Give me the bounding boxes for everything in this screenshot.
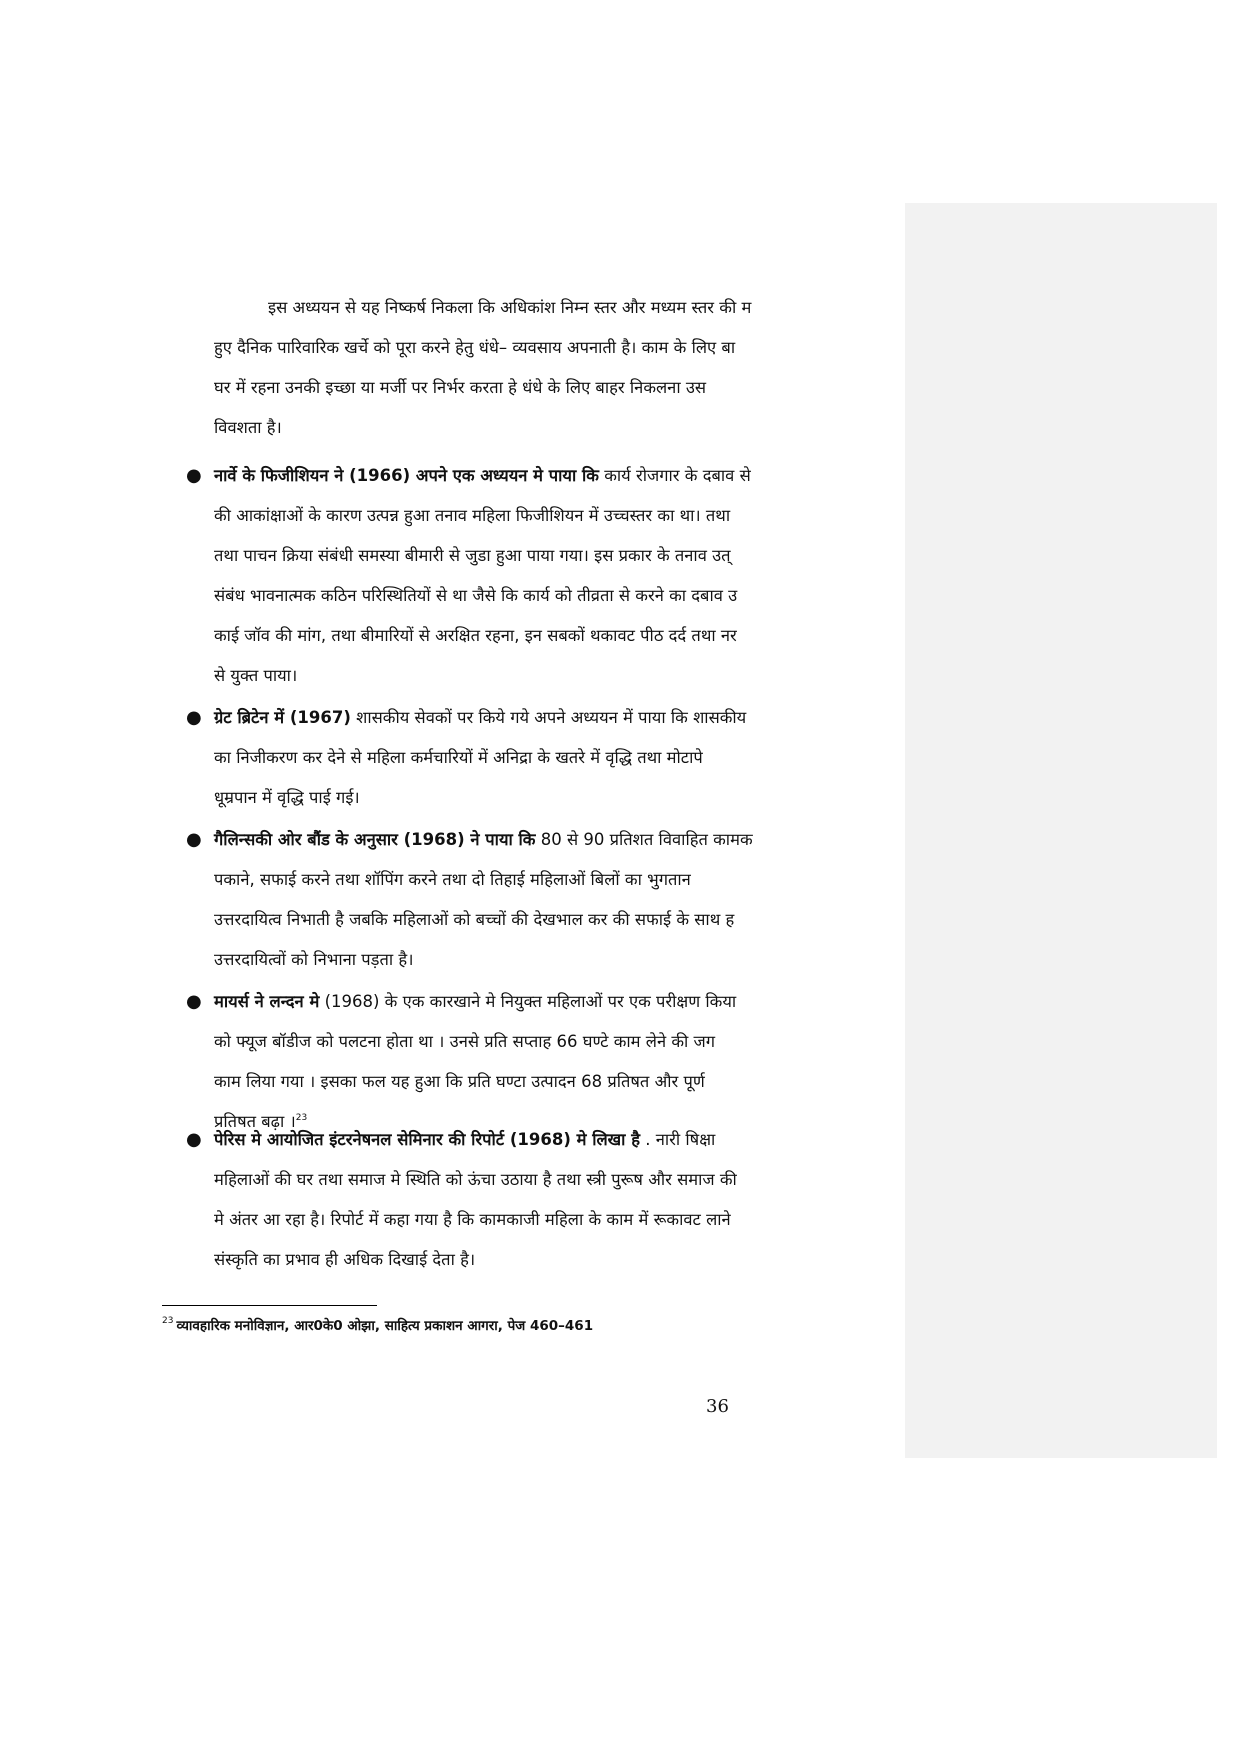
text-line: प्रतिषत बढ़ा । (214, 1112, 296, 1131)
bullet-item (186, 698, 903, 818)
bullet-item (186, 982, 903, 1142)
bullet-lead-text: ग्रेट ब्रिटेन में (1967) (214, 708, 351, 727)
text-line: उत्तरदायित्व निभाती है जबकि महिलाओं को बच्चों की देखभाल कर की सफाई के साथ ह (214, 910, 735, 929)
page-number: 36 (706, 1396, 729, 1417)
text-line: धूम्रपान में वृद्धि पाई गई। (214, 788, 360, 807)
bullet-lead-text: पेरिस मे आयोजित इंटरनेषनल सेमिनार की रिपोर्ट (1968) मे लिखा है (214, 1130, 640, 1149)
bullet-text: (1968) के एक कारखाने मे नियुक्त महिलाओं पर एक परीक्षण किया (319, 992, 737, 1011)
text-line: उत्तरदायित्वों को निभाना पड़ता है। (214, 950, 414, 969)
text-line: विवशता है। (214, 418, 282, 437)
footnote (162, 1316, 593, 1334)
bullet-lead-text: नार्वे के फिजीशियन ने (1966) अपने एक अध्ययन मे पाया कि (214, 466, 599, 485)
text-line: संबंध भावनात्मक कठिन परिस्थितियों से था जैसे कि कार्य को तीव्रता से करने का दबाव उ (214, 586, 738, 605)
footnote-number: 23 (162, 1316, 174, 1326)
text-line: का निजीकरण कर देने से महिला कर्मचारियों में अनिद्रा के खतरे में वृद्धि तथा मोटापे (214, 748, 703, 767)
bullet-item (186, 456, 903, 696)
text-line: हुए दैनिक पारिवारिक खर्चे को पूरा करने हेतु धंधे– व्यवसाय अपनाती है। काम के लिए बा (214, 338, 736, 357)
bullet-item (186, 820, 903, 980)
text-line: महिलाओं की घर तथा समाज मे स्थिति को ऊंचा उठाया है तथा स्त्री पुरूष और समाज की (214, 1170, 737, 1189)
text-line: की आकांक्षाओं के कारण उत्पन्न हुआ तनाव महिला फिजीशियन में उच्चस्तर का था। तथा (214, 506, 731, 525)
bullet-item (186, 1120, 903, 1280)
bullet-text: . नारी षिक्षा (639, 1130, 716, 1149)
text-line: इस अध्ययन से यह निष्कर्ष निकला कि अधिकांश निम्न स्तर और मध्यम स्तर की म (268, 298, 752, 317)
bullet-dot: ● (186, 991, 202, 1012)
bullet-text: शासकीय सेवकों पर किये गये अपने अध्ययन में पाया कि शासकीय (350, 708, 747, 727)
footnote-separator (162, 1305, 377, 1306)
bullet-dot: ● (186, 1129, 202, 1150)
bullet-lead-text: गैलिन्सकी ओर बौंड के अनुसार (1968) ने पाया कि (214, 830, 536, 849)
bullet-dot: ● (186, 707, 202, 728)
intro-paragraph (214, 288, 903, 448)
comment-margin-pane (905, 203, 1217, 1458)
text-line: काई जॉव की मांग, तथा बीमारियों से अरक्षित रहना, इन सबकों थकावट पीठ दर्द तथा नर (214, 626, 737, 645)
text-line: से युक्त पाया। (214, 666, 298, 685)
footnote-reference[interactable]: 23 (295, 1113, 308, 1123)
footnote-text: व्यावहारिक मनोविज्ञान, आर0के0 ओझा, साहित्य प्रकाशन आगरा, पेज 460–461 (176, 1318, 594, 1334)
text-line: को फ्यूज बॉडीज को पलटना होता था । उनसे प्रति सप्ताह 66 घण्टे काम लेने की जग (214, 1032, 716, 1051)
bullet-lead-text: मायर्स ने लन्दन मे (214, 992, 320, 1011)
text-line: काम लिया गया । इसका फल यह हुआ कि प्रति घण्टा उत्पादन 68 प्रतिषत और पूर्ण (214, 1072, 705, 1091)
bullet-text: कार्य रोजगार के दबाव से (598, 466, 751, 485)
text-line: पकाने, सफाई करने तथा शॉपिंग करने तथा दो तिहाई महिलाओं बिलों का भुगतान (214, 870, 691, 889)
text-line: घर में रहना उनकी इच्छा या मर्जी पर निर्भर करता हे धंधे के लिए बाहर निकलना उस (214, 378, 707, 397)
text-line: संस्कृति का प्रभाव ही अधिक दिखाई देता है। (214, 1250, 476, 1269)
bullet-text: 80 से 90 प्रतिशत विवाहित कामक (535, 830, 753, 849)
text-line: मे अंतर आ रहा है। रिपोर्ट में कहा गया है कि कामकाजी महिला के काम में रूकावट लाने (214, 1210, 731, 1229)
bullet-dot: ● (186, 465, 202, 486)
text-line: तथा पाचन क्रिया संबंधी समस्या बीमारी से जुडा हुआ पाया गया। इस प्रकार के तनाव उत् (214, 546, 731, 565)
bullet-dot: ● (186, 829, 202, 850)
